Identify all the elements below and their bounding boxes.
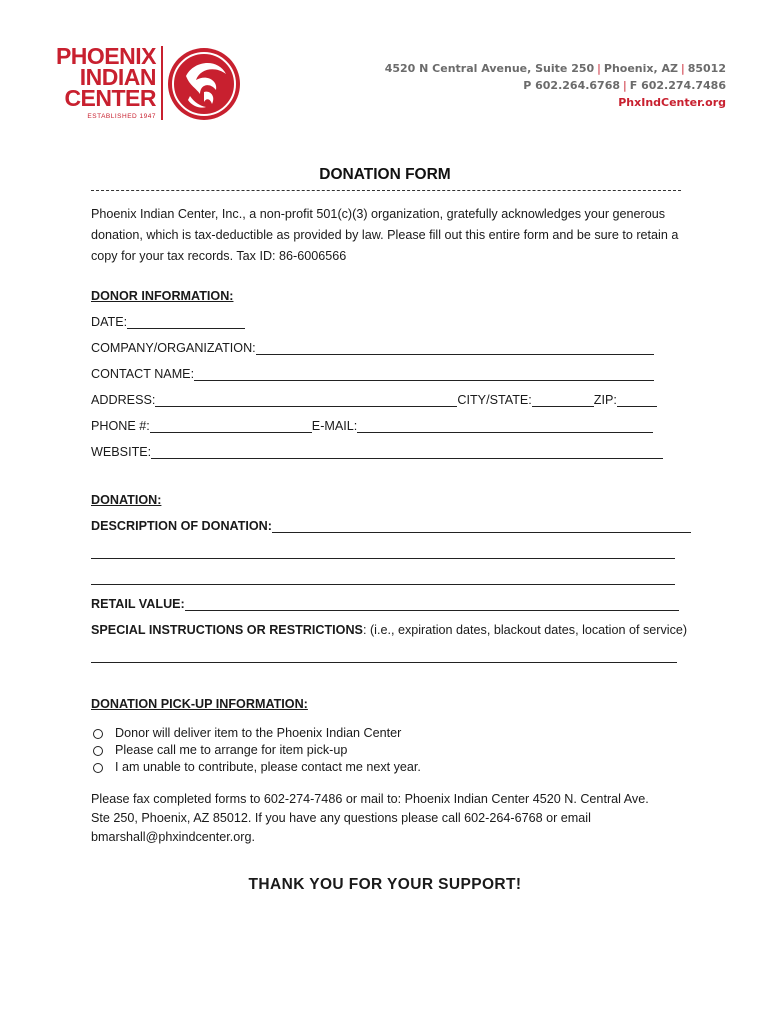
phone-label: PHONE #: bbox=[91, 419, 150, 433]
retail-value-label: RETAIL VALUE: bbox=[91, 597, 185, 611]
dashed-divider bbox=[91, 190, 681, 191]
radio-circle-icon[interactable] bbox=[93, 763, 103, 773]
special-instructions-field[interactable] bbox=[91, 648, 677, 663]
header-separator: | bbox=[597, 62, 601, 75]
header-contact-info bbox=[385, 60, 726, 111]
pickup-option-label: I am unable to contribute, please contact me next year. bbox=[115, 760, 421, 774]
pickup-option-label: Donor will deliver item to the Phoenix Indian Center bbox=[115, 726, 402, 740]
organization-logo-text bbox=[44, 43, 156, 121]
logo-divider bbox=[161, 46, 163, 120]
fax-line-2: Ste 250, Phoenix, AZ 85012. If you have any questions please call 602-264-6768 or email bbox=[91, 811, 591, 825]
thank-you-message: THANK YOU FOR YOUR SUPPORT! bbox=[248, 876, 522, 893]
special-instructions-hint: : (i.e., expiration dates, blackout dates, location of service) bbox=[362, 623, 688, 637]
logo-line-1: PHOENIX bbox=[55, 43, 156, 69]
phone-field[interactable] bbox=[150, 418, 312, 433]
header-city: Phoenix, AZ bbox=[603, 62, 678, 75]
address-field[interactable] bbox=[155, 392, 457, 407]
description-label: DESCRIPTION OF DONATION: bbox=[91, 519, 272, 533]
pickup-option-label: Please call me to arrange for item pick-up bbox=[115, 743, 348, 757]
city-state-label: CITY/STATE: bbox=[457, 393, 532, 407]
header-separator: | bbox=[681, 62, 685, 75]
logo-established: ESTABLISHED 1947 bbox=[87, 113, 156, 120]
fax-line-1: Please fax completed forms to 602-274-7486 or mail to: Phoenix Indian Center 4520 N. Central Ave. bbox=[91, 792, 649, 806]
email-label: E-MAIL: bbox=[311, 419, 358, 433]
contact-name-field[interactable] bbox=[194, 366, 654, 381]
date-label: DATE: bbox=[91, 315, 128, 329]
logo-line-2: INDIAN bbox=[79, 64, 156, 90]
radio-circle-icon[interactable] bbox=[93, 746, 103, 756]
company-label: COMPANY/ORGANIZATION: bbox=[91, 341, 256, 355]
website-label: WEBSITE: bbox=[91, 445, 152, 459]
header-zip: 85012 bbox=[687, 62, 726, 75]
zip-field[interactable] bbox=[617, 392, 657, 407]
website-field[interactable] bbox=[151, 444, 663, 459]
special-instructions-label: SPECIAL INSTRUCTIONS OR RESTRICTIONS bbox=[91, 623, 363, 637]
company-field[interactable] bbox=[256, 340, 654, 355]
header-separator: | bbox=[623, 79, 627, 92]
header-address-line bbox=[385, 60, 726, 77]
header-phone: P 602.264.6768 bbox=[523, 79, 621, 92]
logo-line-3: CENTER bbox=[64, 85, 156, 111]
description-line-3[interactable] bbox=[91, 570, 675, 585]
header-street: 4520 N Central Avenue, Suite 250 bbox=[384, 62, 595, 75]
email-field[interactable] bbox=[357, 418, 653, 433]
fax-instructions bbox=[91, 790, 691, 847]
zip-label: ZIP: bbox=[593, 393, 617, 407]
address-label: ADDRESS: bbox=[91, 393, 156, 407]
phoenix-bird-logo-icon bbox=[166, 46, 242, 122]
description-field[interactable] bbox=[272, 518, 691, 533]
form-body bbox=[91, 204, 691, 847]
header-phone-line bbox=[385, 77, 726, 94]
radio-circle-icon[interactable] bbox=[93, 729, 103, 739]
donor-information-heading: DONOR INFORMATION: bbox=[91, 289, 234, 303]
header-fax: F 602.274.7486 bbox=[629, 79, 726, 92]
retail-value-field[interactable] bbox=[185, 596, 679, 611]
intro-paragraph: Phoenix Indian Center, Inc., a non-profit 501(c)(3) organization, gratefully acknowledges your generous donation, which is tax-deductible as provided by law. Please fill out this entire form and be sure to retain a copy for your tax records. Tax ID: 86-6006566 bbox=[91, 207, 679, 263]
donation-heading: DONATION: bbox=[91, 493, 162, 507]
city-state-field[interactable] bbox=[532, 392, 594, 407]
pickup-heading: DONATION PICK-UP INFORMATION: bbox=[91, 697, 308, 711]
date-field[interactable] bbox=[127, 314, 245, 329]
fax-line-3: bmarshall@phxindcenter.org. bbox=[91, 830, 255, 844]
header-website[interactable]: PhxIndCenter.org bbox=[618, 96, 726, 109]
form-title: DONATION FORM bbox=[319, 166, 451, 183]
pickup-options bbox=[91, 725, 691, 776]
contact-name-label: CONTACT NAME: bbox=[91, 367, 195, 381]
pickup-option-unable[interactable] bbox=[91, 759, 691, 776]
description-line-2[interactable] bbox=[91, 544, 675, 559]
